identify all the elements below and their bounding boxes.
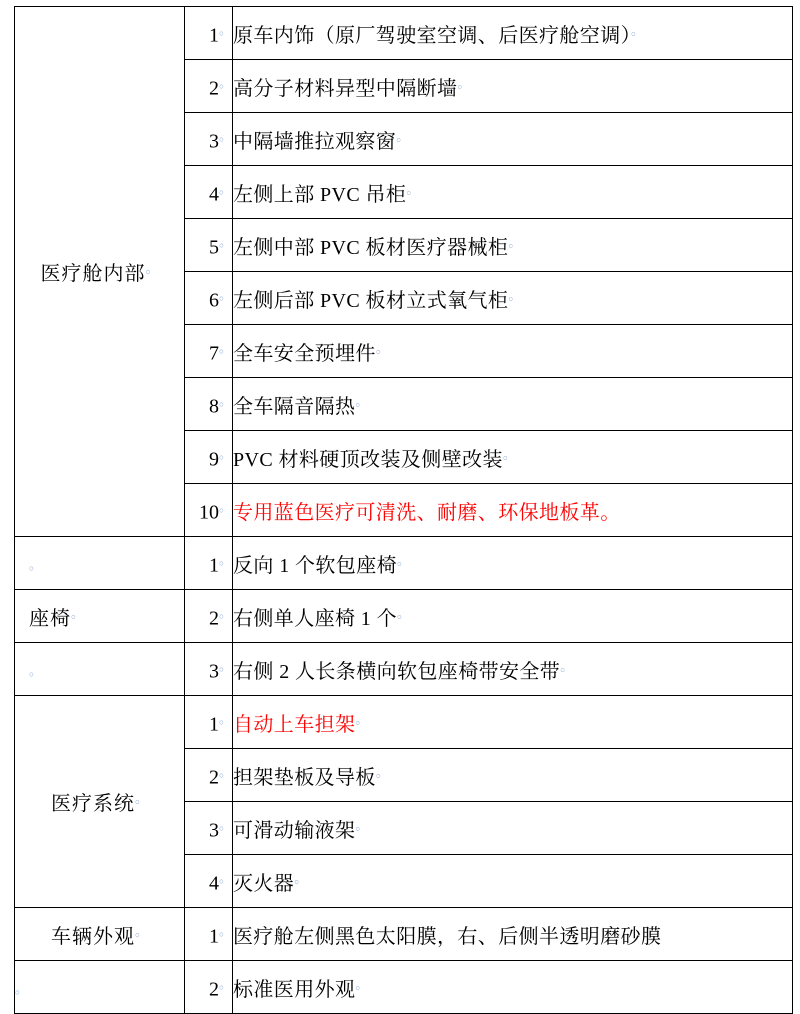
row-number-mark: 。 xyxy=(218,392,232,408)
row-text xyxy=(233,908,793,961)
row-text-value: 原车内饰（原厂驾驶室空调、后医疗舱空调） xyxy=(233,24,631,47)
row-text xyxy=(233,590,793,643)
category-mark: 。 xyxy=(29,556,43,572)
row-number-value: 2 xyxy=(208,978,219,1001)
row-text xyxy=(233,7,793,60)
category-label: 医疗舱内部 xyxy=(40,263,146,285)
row-number xyxy=(185,484,233,537)
table-row xyxy=(15,961,793,1014)
row-number-mark: 。 xyxy=(218,127,232,143)
row-number-mark: 。 xyxy=(218,21,232,37)
row-text xyxy=(233,166,793,219)
row-number xyxy=(185,431,233,484)
row-number xyxy=(185,696,233,749)
category-mark: 。 xyxy=(134,790,148,806)
row-number-mark: 。 xyxy=(218,445,232,461)
row-number-mark: 。 xyxy=(218,604,232,620)
category-mark: 。 xyxy=(29,662,43,678)
category-cell-medical-system xyxy=(15,696,185,908)
row-number-value: 1 xyxy=(208,24,219,47)
category-label: 医疗系统 xyxy=(50,793,135,815)
row-number-value: 3 xyxy=(208,660,219,683)
row-number-mark: 。 xyxy=(218,657,232,673)
row-text-highlighted xyxy=(233,696,793,749)
table-row xyxy=(15,643,793,696)
row-number-value: 6 xyxy=(208,289,219,312)
row-text-mark: 。 xyxy=(397,604,411,620)
row-text-mark: 。 xyxy=(502,445,516,461)
row-text-mark: 。 xyxy=(508,233,522,249)
table-row xyxy=(15,590,793,643)
row-number-value: 8 xyxy=(208,395,219,418)
row-number-mark: 。 xyxy=(218,975,232,991)
row-text xyxy=(233,537,793,590)
row-number-mark: 。 xyxy=(218,763,232,779)
row-number xyxy=(185,272,233,325)
row-text-mark: 。 xyxy=(294,869,308,885)
row-text-value: 左侧后部 PVC 板材立式氧气柜 xyxy=(233,289,509,312)
row-number-mark: 。 xyxy=(218,233,232,249)
table-row xyxy=(15,908,793,961)
row-number xyxy=(185,166,233,219)
row-text-value: 医疗舱左侧黑色太阳膜，右、后侧半透明磨砂膜 xyxy=(233,925,662,948)
row-text-value: 可滑动输液架 xyxy=(233,819,356,842)
row-text-mark: 。 xyxy=(457,74,471,90)
row-text xyxy=(233,749,793,802)
row-text-mark: 。 xyxy=(355,816,369,832)
row-text-value: 灭火器 xyxy=(233,872,295,895)
category-cell-seats-blank-top xyxy=(15,537,185,590)
row-number-value: 2 xyxy=(208,607,219,630)
row-number-value: 4 xyxy=(208,183,219,206)
row-text xyxy=(233,855,793,908)
category-mark: 。 xyxy=(71,604,85,620)
row-number-mark: 。 xyxy=(218,922,232,938)
row-text-mark: 。 xyxy=(397,551,411,567)
row-number xyxy=(185,802,233,855)
category-cell-vehicle-exterior-blank xyxy=(15,961,185,1014)
table-row xyxy=(15,537,793,590)
row-number-value: 7 xyxy=(208,342,219,365)
row-text xyxy=(233,60,793,113)
row-text-mark: 。 xyxy=(375,763,389,779)
row-number-mark: 。 xyxy=(218,74,232,90)
row-number-mark: 。 xyxy=(218,286,232,302)
table-row xyxy=(15,696,793,749)
row-number-value: 2 xyxy=(208,766,219,789)
category-cell-seats xyxy=(15,590,185,643)
category-mark: 。 xyxy=(15,980,29,996)
row-text-mark: 。 xyxy=(355,710,369,726)
row-number-mark: 。 xyxy=(218,869,232,885)
row-number-mark: 。 xyxy=(218,710,232,726)
row-text-mark: 。 xyxy=(560,657,574,673)
row-number-mark: 。 xyxy=(218,816,232,832)
row-number xyxy=(185,7,233,60)
row-text-mark: 。 xyxy=(375,339,389,355)
row-number xyxy=(185,908,233,961)
row-number xyxy=(185,219,233,272)
row-number-mark: 。 xyxy=(218,180,232,196)
row-number xyxy=(185,855,233,908)
row-text-value: 左侧上部 PVC 吊柜 xyxy=(233,183,407,206)
row-number xyxy=(185,60,233,113)
row-number-value: 10 xyxy=(198,501,219,524)
row-text-value: 反向 1 个软包座椅 xyxy=(233,554,397,577)
row-text-mark: 。 xyxy=(355,975,369,991)
row-number-value: 1 xyxy=(208,554,219,577)
row-number-value: 5 xyxy=(208,236,219,259)
row-number xyxy=(185,113,233,166)
row-text-value: 右侧单人座椅 1 个 xyxy=(233,607,397,630)
row-text xyxy=(233,325,793,378)
row-text-value: 全车隔音隔热 xyxy=(233,395,356,418)
row-number-mark: 。 xyxy=(218,339,232,355)
row-text-value: PVC 材料硬顶改装及侧壁改装 xyxy=(233,448,503,471)
category-mark: 。 xyxy=(134,922,148,938)
row-text xyxy=(233,643,793,696)
row-text-value: 中隔墙推拉观察窗 xyxy=(233,130,397,153)
row-text-highlighted xyxy=(233,484,793,537)
row-text xyxy=(233,113,793,166)
row-text-value: 担架垫板及导板 xyxy=(233,766,376,789)
row-text-value: 全车安全预埋件 xyxy=(233,342,376,365)
table-row xyxy=(15,7,793,60)
row-text-mark: 。 xyxy=(355,392,369,408)
row-text xyxy=(233,802,793,855)
row-number-value: 2 xyxy=(208,77,219,100)
row-text xyxy=(233,378,793,431)
table-body xyxy=(15,7,793,1014)
row-text xyxy=(233,219,793,272)
row-text xyxy=(233,272,793,325)
category-label: 车辆外观 xyxy=(50,925,135,948)
row-number-value: 1 xyxy=(208,925,219,948)
category-cell-seats-blank-bottom xyxy=(15,643,185,696)
row-text xyxy=(233,961,793,1014)
category-cell-vehicle-exterior xyxy=(15,908,185,961)
category-label: 座椅 xyxy=(29,607,71,630)
row-text xyxy=(233,431,793,484)
row-number-value: 3 xyxy=(208,819,219,842)
row-number xyxy=(185,749,233,802)
row-text-value: 自动上车担架 xyxy=(233,713,356,736)
row-text-mark: 。 xyxy=(631,21,645,37)
row-number xyxy=(185,537,233,590)
row-text-mark: 。 xyxy=(396,127,410,143)
row-text-value: 右侧 2 人长条横向软包座椅带安全带 xyxy=(233,660,561,683)
configuration-table xyxy=(14,6,793,1014)
row-number-mark: 。 xyxy=(218,498,232,514)
row-text-value: 标准医用外观 xyxy=(233,978,356,1001)
row-text-value: 高分子材料异型中隔断墙 xyxy=(233,77,458,100)
row-number-value: 9 xyxy=(208,448,219,471)
row-text-value: 专用蓝色医疗可清洗、耐磨、环保地板革。 xyxy=(233,501,621,524)
row-number xyxy=(185,325,233,378)
row-number xyxy=(185,378,233,431)
row-number xyxy=(185,961,233,1014)
row-number-value: 4 xyxy=(208,872,219,895)
category-cell-medical-cabin-interior xyxy=(15,7,185,537)
row-text-value: 左侧中部 PVC 板材医疗器械柜 xyxy=(233,236,509,259)
row-number-value: 3 xyxy=(208,130,219,153)
row-text-mark: 。 xyxy=(406,180,420,196)
row-number xyxy=(185,643,233,696)
row-number xyxy=(185,590,233,643)
row-number-mark: 。 xyxy=(218,551,232,567)
row-number-value: 1 xyxy=(208,713,219,736)
row-text-mark: 。 xyxy=(508,286,522,302)
category-mark: 。 xyxy=(145,260,159,276)
